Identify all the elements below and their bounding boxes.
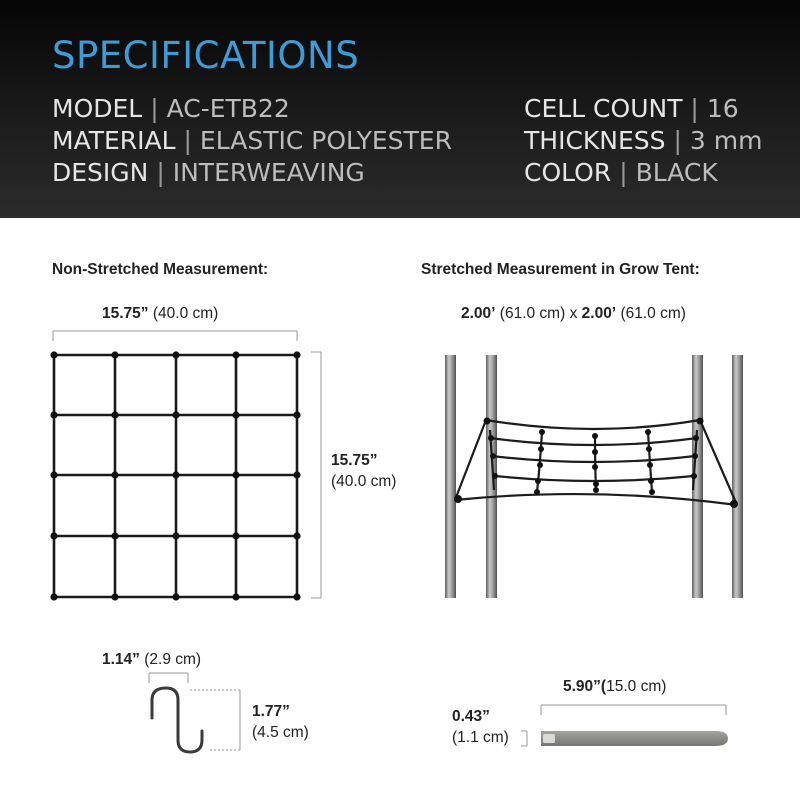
spec-separator: | <box>619 158 628 187</box>
stretched-height-cm: (61.0 cm) <box>620 305 686 322</box>
strap-length-inches: 5.90” <box>563 678 601 695</box>
non-stretched-heading: Non-Stretched Measurement: <box>52 261 269 278</box>
spec-key: MODEL <box>52 94 143 123</box>
strap-length-cm: 15.0 cm) <box>606 678 667 695</box>
grow-tent-poles <box>445 355 743 598</box>
stretched-dimension <box>461 305 686 323</box>
spec-key: CELL COUNT <box>524 94 683 123</box>
spec-value: BLACK <box>635 158 718 187</box>
spec-separator: | <box>690 94 699 123</box>
hook-width-bracket <box>149 673 188 683</box>
spec-value: 3 mm <box>689 126 763 155</box>
strap-width-inches: 0.43” <box>452 708 490 725</box>
hook-height-inches: 1.77” <box>252 703 290 720</box>
stretched-width-ft: 2.00’ <box>461 305 496 322</box>
spec-key: THICKNESS <box>524 126 666 155</box>
spec-separator: | <box>156 158 165 187</box>
spec-value: INTERWEAVING <box>172 158 365 187</box>
specifications-title: SPECIFICATIONS <box>52 34 360 77</box>
net-width-cm: (40.0 cm) <box>152 305 219 322</box>
strap-length-bracket <box>541 705 726 715</box>
strap-width-bracket <box>521 731 527 746</box>
hook-width-cm: (2.9 cm) <box>144 651 202 668</box>
net-height-cm: (40.0 cm) <box>331 473 397 490</box>
spec-key: DESIGN <box>52 158 149 187</box>
stretched-width-cm: (61.0 cm) <box>499 305 566 322</box>
stretched-heading: Stretched Measurement in Grow Tent: <box>421 261 700 278</box>
spec-value: ELASTIC POLYESTER <box>199 126 452 155</box>
spec-separator: | <box>183 126 192 155</box>
spec-value: 16 <box>706 94 739 123</box>
s-hook <box>152 688 202 752</box>
dimension-times: x <box>569 305 578 322</box>
velcro-strap <box>541 731 728 746</box>
hook-height-dimension <box>252 703 309 742</box>
stretched-height-ft: 2.00’ <box>581 305 617 322</box>
strap-width-cm: (1.1 cm) <box>452 729 509 746</box>
net-width-inches: 15.75” <box>102 305 149 322</box>
net-height-inches: 15.75” <box>331 452 378 469</box>
hook-height-cm: (4.5 cm) <box>252 724 309 741</box>
hook-width-dimension <box>102 651 201 669</box>
spec-value: AC-ETB22 <box>166 94 290 123</box>
hook-height-bracket <box>190 690 240 750</box>
net-width-bracket <box>53 331 297 341</box>
net-height-dimension <box>331 452 396 491</box>
spec-key: COLOR <box>524 158 612 187</box>
strap-length-paren: ( <box>600 678 607 695</box>
hook-width-inches: 1.14” <box>102 651 140 668</box>
spec-separator: | <box>150 94 159 123</box>
spec-separator: | <box>673 126 682 155</box>
spec-key: MATERIAL <box>52 126 176 155</box>
strap-width-dimension <box>452 708 509 747</box>
net-height-bracket <box>311 352 321 598</box>
strap-length-dimension <box>563 678 666 696</box>
